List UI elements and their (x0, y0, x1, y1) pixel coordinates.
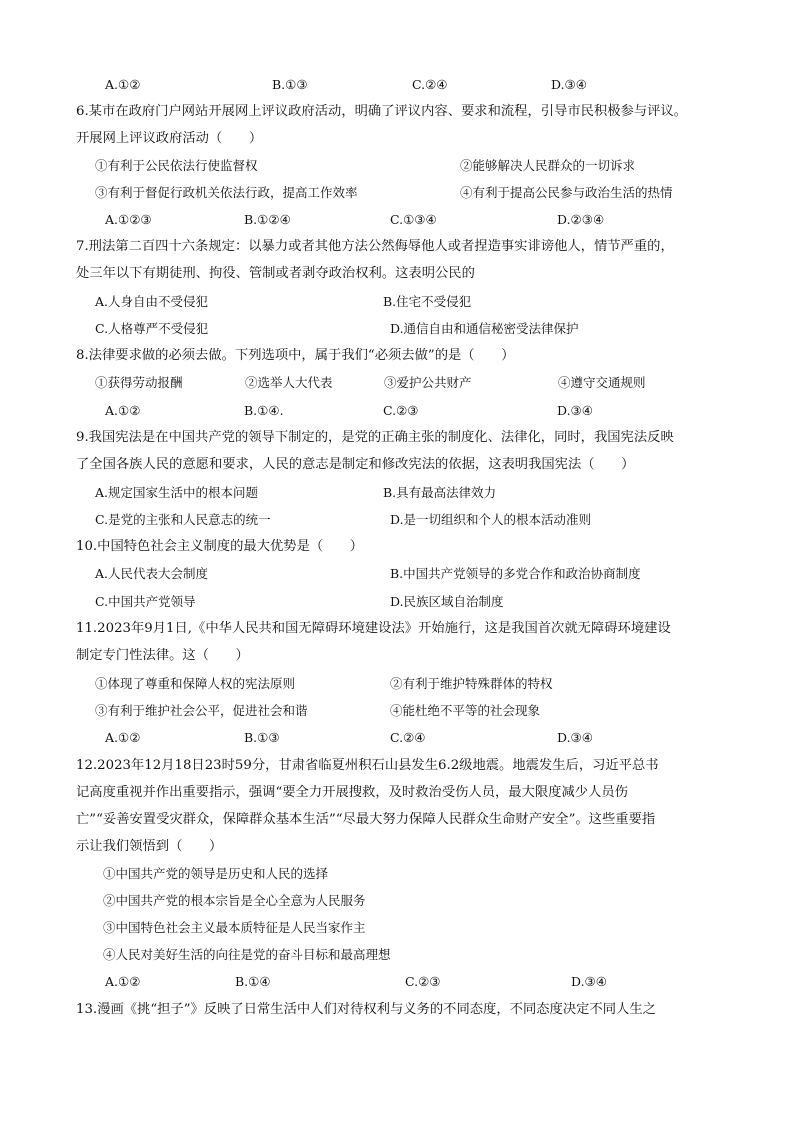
q8-option-d: D.③④ (557, 403, 593, 418)
q6-option-c: C.①③④ (390, 212, 437, 227)
q9-option-a: A.规定国家生活中的根本问题 (95, 485, 259, 500)
q11-option-c: C.②④ (390, 730, 426, 745)
q6-statement-2: ②能够解决人民群众的一切诉求 (460, 158, 636, 173)
q6-statement-3: ③有利于督促行政机关依法行政，提高工作效率 (95, 185, 358, 200)
q6-option-a: A.①②③ (105, 212, 152, 227)
q12-statement-4: ④人民对美好生活的向往是党的奋斗目标和最高理想 (103, 947, 391, 962)
q11-statement-3: ③有利于维护社会公平，促进社会和谐 (95, 703, 308, 718)
q6-stem-line-2: 开展网上评议政府活动（ ） (76, 131, 263, 146)
q12-option-d: D.③④ (571, 974, 607, 989)
q5-option-c: C.②④ (412, 77, 448, 92)
q8-statement-2: ②选举人大代表 (245, 375, 333, 390)
q11-option-d: D.③④ (557, 730, 593, 745)
q10-stem-line-1: 10.中国特色社会主义制度的最大优势是（ ） (76, 539, 364, 554)
q9-option-d: D.是一切组织和个人的根本活动准则 (390, 512, 592, 527)
q7-option-a: A.人身自由不受侵犯 (95, 294, 209, 309)
q11-stem-line-2: 制定专门性法律。这（ ） (76, 648, 249, 663)
q9-option-b: B.具有最高法律效力 (383, 485, 497, 500)
q6-statement-1: ①有利于公民依法行使监督权 (95, 158, 258, 173)
q11-statement-2: ②有利于维护特殊群体的特权 (390, 676, 553, 691)
q6-stem-line-1: 6.某市在政府门户网站开展网上评议政府活动，明确了评议内容、要求和流程，引导市民积极参与评议。 (76, 104, 688, 119)
q12-stem-line-4: 示让我们领悟到（ ） (76, 839, 223, 854)
q10-option-c: C.中国共产党领导 (95, 594, 196, 609)
q10-option-d: D.民族区域自治制度 (390, 594, 504, 609)
q8-option-b: B.①④. (244, 403, 284, 418)
q10-option-a: A.人民代表大会制度 (95, 566, 209, 581)
q5-option-a: A.①② (105, 77, 141, 92)
q9-stem-line-1: 9.我国宪法是在中国共产党的领导下制定的，是党的正确主张的制度化、法律化，同时，我国宪法反映 (76, 430, 674, 445)
q7-stem-line-2: 处三年以下有期徒刑、拘役、管制或者剥夺政治权利。这表明公民的 (76, 266, 475, 281)
q8-statement-3: ③爱护公共财产 (384, 375, 472, 390)
q11-statement-4: ④能杜绝不平等的社会现象 (390, 703, 541, 718)
q12-option-c: C.②③ (405, 974, 441, 989)
q10-option-b: B.中国共产党领导的多党合作和政治协商制度 (390, 566, 641, 581)
q12-statement-1: ①中国共产党的领导是历史和人民的选择 (103, 866, 329, 881)
q7-option-d: D.通信自由和通信秘密受法律保护 (390, 321, 579, 336)
q8-option-a: A.①② (105, 403, 141, 418)
q12-stem-line-1: 12.2023年12月18日23时59分，甘肃省临夏州积石山县发生6.2级地震。地震发生后，习近平总书 (76, 758, 659, 773)
q11-option-b: B.①③ (244, 730, 280, 745)
q12-statement-3: ③中国特色社会主义最本质特征是人民当家作主 (103, 920, 366, 935)
q8-option-c: C.②③ (383, 403, 419, 418)
q12-option-b: B.①④ (235, 974, 271, 989)
q12-stem-line-3: 亡”“妥善安置受灾群众，保障群众基本生活”“尽最大努力保障人民群众生命财产安全”。这些重要指 (76, 812, 656, 827)
q11-statement-1: ①体现了尊重和保障人权的宪法原则 (95, 676, 296, 691)
q7-option-c: C.人格尊严不受侵犯 (95, 321, 209, 336)
q5-option-d: D.③④ (551, 77, 587, 92)
q7-stem-line-1: 7.刑法第二百四十六条规定：以暴力或者其他方法公然侮辱他人或者捏造事实诽谤他人，情节严重的， (76, 239, 674, 254)
q9-option-c: C.是党的主张和人民意志的统一 (95, 512, 271, 527)
q9-stem-line-2: 了全国各族人民的意愿和要求，人民的意志是制定和修改宪法的依据，这表明我国宪法（ ） (76, 457, 635, 472)
q12-option-a: A.①② (105, 974, 141, 989)
q8-statement-4: ④遵守交通规则 (558, 375, 646, 390)
q8-statement-1: ①获得劳动报酬 (95, 375, 183, 390)
q12-stem-line-2: 记高度重视并作出重要指示，强调“要全力开展搜救，及时救治受伤人员，最大限度减少人员伤 (76, 785, 628, 800)
q11-option-a: A.①② (105, 730, 141, 745)
q11-stem-line-1: 11.2023年9月1日,《中华人民共和国无障碍环境建设法》开始施行，这是我国首次就无障碍环境建设 (76, 621, 671, 636)
q5-option-b: B.①③ (272, 77, 308, 92)
q6-option-d: D.②③④ (557, 212, 605, 227)
q6-option-b: B.①②④ (244, 212, 291, 227)
q13-stem-line-1: 13.漫画《挑“担子”》反映了日常生活中人们对待权利与义务的不同态度，不同态度决定不同人生之 (76, 1002, 656, 1017)
q6-statement-4: ④有利于提高公民参与政治生活的热情 (460, 185, 673, 200)
q8-stem-line-1: 8.法律要求做的必须去做。下列选项中，属于我们“必须去做”的是（ ） (76, 348, 515, 363)
q12-statement-2: ②中国共产党的根本宗旨是全心全意为人民服务 (103, 893, 366, 908)
q7-option-b: B.住宅不受侵犯 (383, 294, 472, 309)
